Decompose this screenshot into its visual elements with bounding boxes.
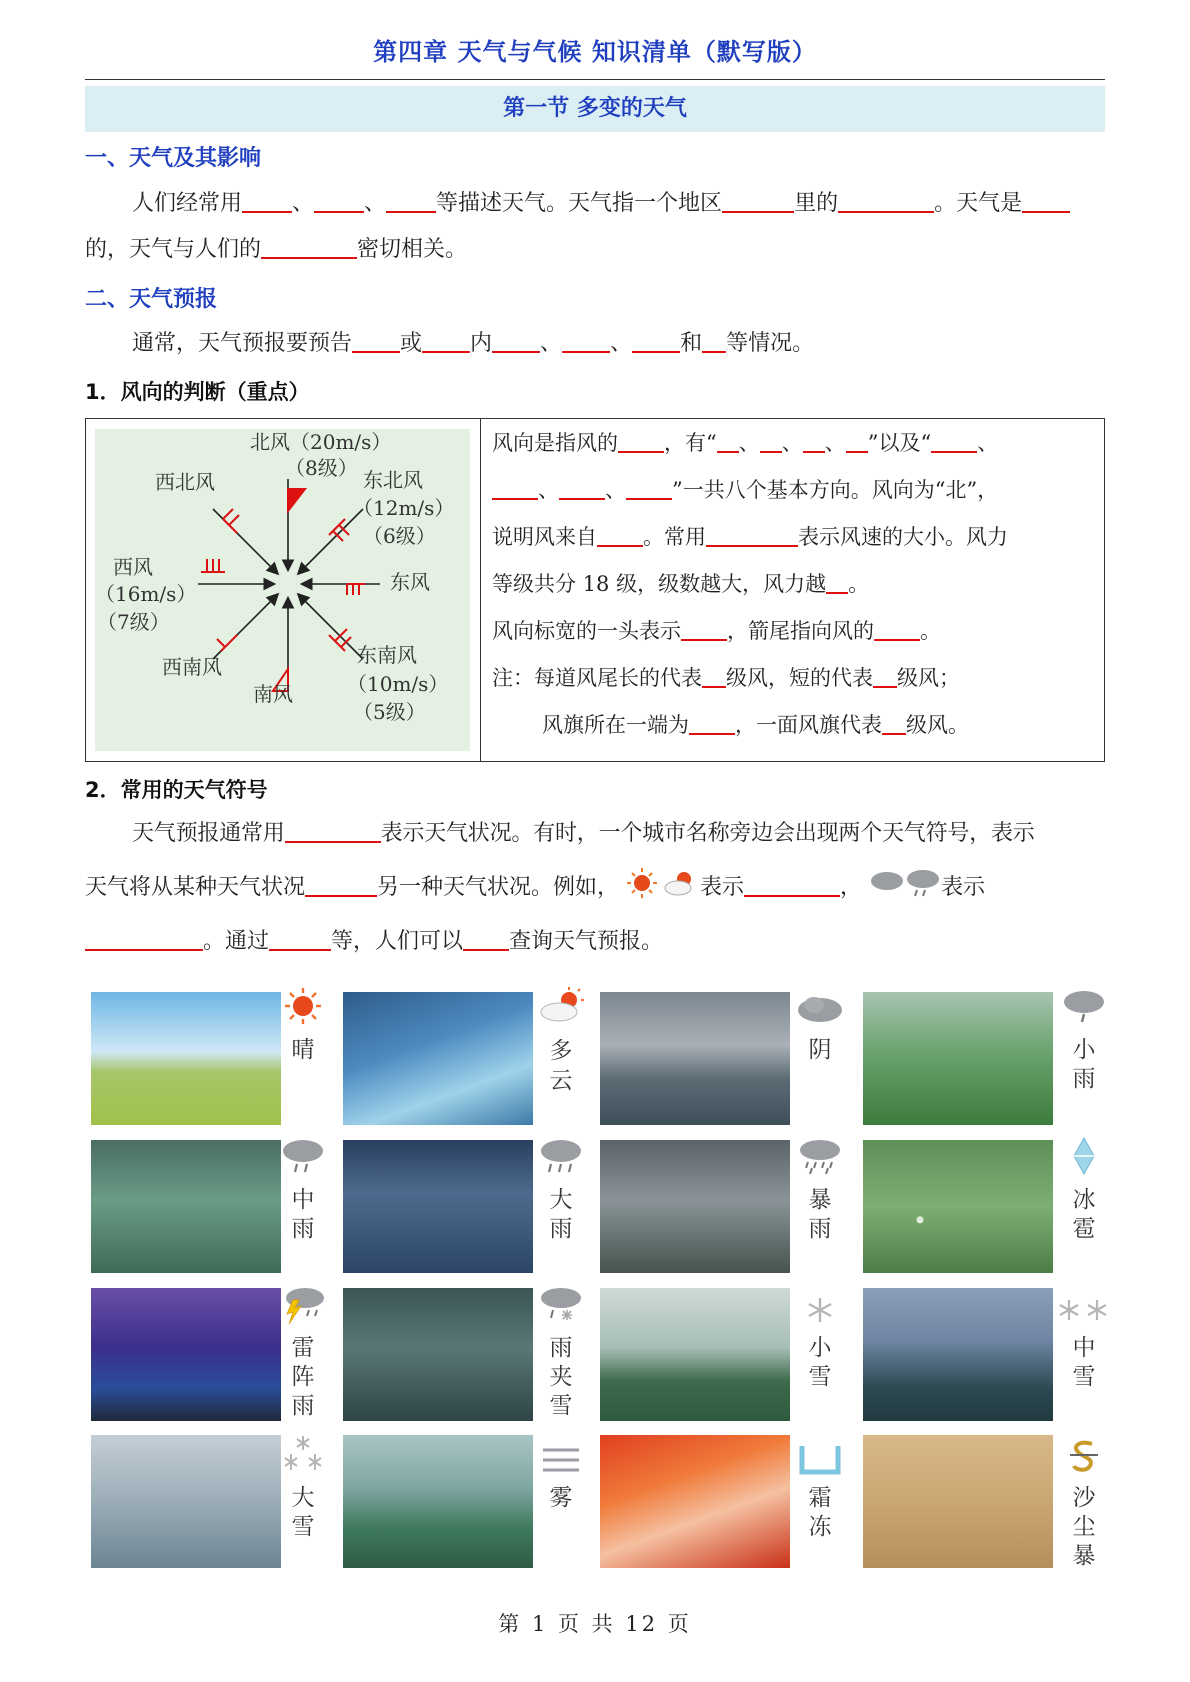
label-rainstorm: 暴 雨 xyxy=(808,1187,832,1242)
photo-partly-cloudy xyxy=(343,992,533,1125)
page-footer: 第 1 页 共 12 页 xyxy=(498,1612,692,1636)
label-north-level: （8级） xyxy=(285,456,358,480)
photo-thundershower xyxy=(91,1288,281,1421)
sunny-icon xyxy=(279,986,327,1026)
wind-line-1: 风向是指风的 ，有“ 、 、 、 ”以及“ 、 xyxy=(492,420,1102,467)
paragraph-weather-definition-cont: 的，天气与人们的 密切相关。 xyxy=(85,226,1105,274)
paragraph-forecast: 通常，天气预报要预告 或 内 、 、 和 等情况。 xyxy=(85,320,1105,368)
label-southeast-speed: （10m/s） xyxy=(347,672,449,696)
fog-icon xyxy=(537,1440,585,1480)
label-heavy-snow: 大 雪 xyxy=(291,1485,315,1540)
label-heavy-rain: 大 雨 xyxy=(549,1187,573,1242)
heavy-rain-icon xyxy=(537,1136,585,1176)
paragraph-symbols-1: 天气预报通常用 表示天气状况。有时，一个城市名称旁边会出现两个天气符号，表示 xyxy=(85,810,1105,858)
label-north: 北风（20m/s） xyxy=(250,430,392,454)
paragraph-symbols-2: 天气将从某种天气状况 另一种天气状况。例如， 表示 ， 表示 xyxy=(85,864,1105,912)
label-southeast: 东南风 xyxy=(357,643,417,667)
wind-line-5: 风向标宽的一头表示 ，箭尾指向风的 。 xyxy=(492,608,1102,655)
photo-light-snow xyxy=(600,1288,790,1421)
label-sunny: 晴 xyxy=(291,1037,315,1063)
heading-wind-direction: 1．风向的判断（重点） xyxy=(85,380,310,404)
label-partly-cloudy: 多 云 xyxy=(549,1038,573,1094)
frost-icon xyxy=(796,1440,844,1480)
heading-weather-impact: 一、天气及其影响 xyxy=(85,146,262,171)
photo-heavy-snow xyxy=(91,1435,281,1568)
label-west-speed: （16m/s） xyxy=(95,582,197,606)
hail-icon xyxy=(1060,1136,1108,1176)
wind-line-3: 说明风来自 。常用 表示风速的大小。风力 xyxy=(492,514,1102,561)
photo-moderate-rain xyxy=(91,1140,281,1273)
label-southeast-level: （5级） xyxy=(353,700,426,724)
label-west: 西风 xyxy=(113,555,153,579)
sandstorm-icon xyxy=(1060,1436,1108,1476)
moderate-rain-icon xyxy=(279,1136,327,1176)
label-northwest: 西北风 xyxy=(155,470,215,494)
photo-sunny xyxy=(91,992,281,1125)
label-moderate-rain: 中 雨 xyxy=(291,1187,315,1242)
label-northeast-level: （6级） xyxy=(363,524,436,548)
label-frost: 霜 冻 xyxy=(808,1485,832,1540)
photo-light-rain xyxy=(863,992,1053,1125)
rainstorm-icon xyxy=(796,1136,844,1176)
label-west-level: （7级） xyxy=(97,610,170,634)
label-sandstorm: 沙 尘 暴 xyxy=(1072,1485,1096,1569)
heading-weather-symbols: 2．常用的天气符号 xyxy=(85,778,268,802)
wind-line-4: 等级共分 18 级，级数越大，风力越 。 xyxy=(492,561,1102,608)
partly-cloudy-icon xyxy=(537,986,585,1026)
photo-fog xyxy=(343,1435,533,1568)
photo-sandstorm xyxy=(863,1435,1053,1568)
heading-weather-forecast: 二、天气预报 xyxy=(85,287,218,312)
overcast-icon xyxy=(796,990,844,1030)
thundershower-icon xyxy=(279,1284,327,1324)
photo-frost xyxy=(600,1435,790,1568)
photo-hail xyxy=(863,1140,1053,1273)
label-southwest: 西南风 xyxy=(162,655,222,679)
page-title: 第四章 天气与气候 知识清单（默写版） xyxy=(373,38,817,66)
photo-overcast xyxy=(600,992,790,1125)
heavy-snow-icon xyxy=(279,1434,327,1474)
label-moderate-snow: 中 雪 xyxy=(1072,1335,1096,1390)
sleet-icon xyxy=(537,1284,585,1324)
photo-rainstorm xyxy=(600,1140,790,1273)
label-south: 南风 xyxy=(253,682,293,706)
photo-heavy-rain xyxy=(343,1140,533,1273)
label-sleet: 雨 夹 雪 xyxy=(549,1335,573,1419)
label-northeast: 东北风 xyxy=(363,468,423,492)
label-light-snow: 小 雪 xyxy=(808,1335,832,1390)
section-title: 第一节 多变的天气 xyxy=(503,96,687,121)
wind-line-2: 、 、 ”一共八个基本方向。风向为“北”， xyxy=(492,467,1102,514)
moderate-snow-icon xyxy=(1054,1290,1112,1330)
photo-moderate-snow xyxy=(863,1288,1053,1421)
light-snow-icon xyxy=(796,1290,844,1330)
wind-line-7: 风旗所在一端为 ，一面风旗代表 级风。 xyxy=(492,702,1102,749)
light-rain-icon xyxy=(1060,986,1108,1026)
label-east: 东风 xyxy=(390,570,430,594)
label-light-rain: 小 雨 xyxy=(1072,1037,1096,1092)
label-thundershower: 雷 阵 雨 xyxy=(291,1335,315,1419)
wind-line-6: 注：每道风尾长的代表 级风，短的代表 级风； xyxy=(492,655,1102,702)
photo-sleet xyxy=(343,1288,533,1421)
label-northeast-speed: （12m/s） xyxy=(353,496,455,520)
paragraph-symbols-3: 。通过 等，人们可以 查询天气预报。 xyxy=(85,918,1105,966)
paragraph-weather-definition: 人们经常用 、 、 等描述天气。天气指一个地区 里的 。天气是 xyxy=(85,180,1105,228)
label-hail: 冰 雹 xyxy=(1072,1187,1096,1242)
label-overcast: 阴 xyxy=(808,1037,832,1063)
label-fog: 雾 xyxy=(549,1485,573,1511)
